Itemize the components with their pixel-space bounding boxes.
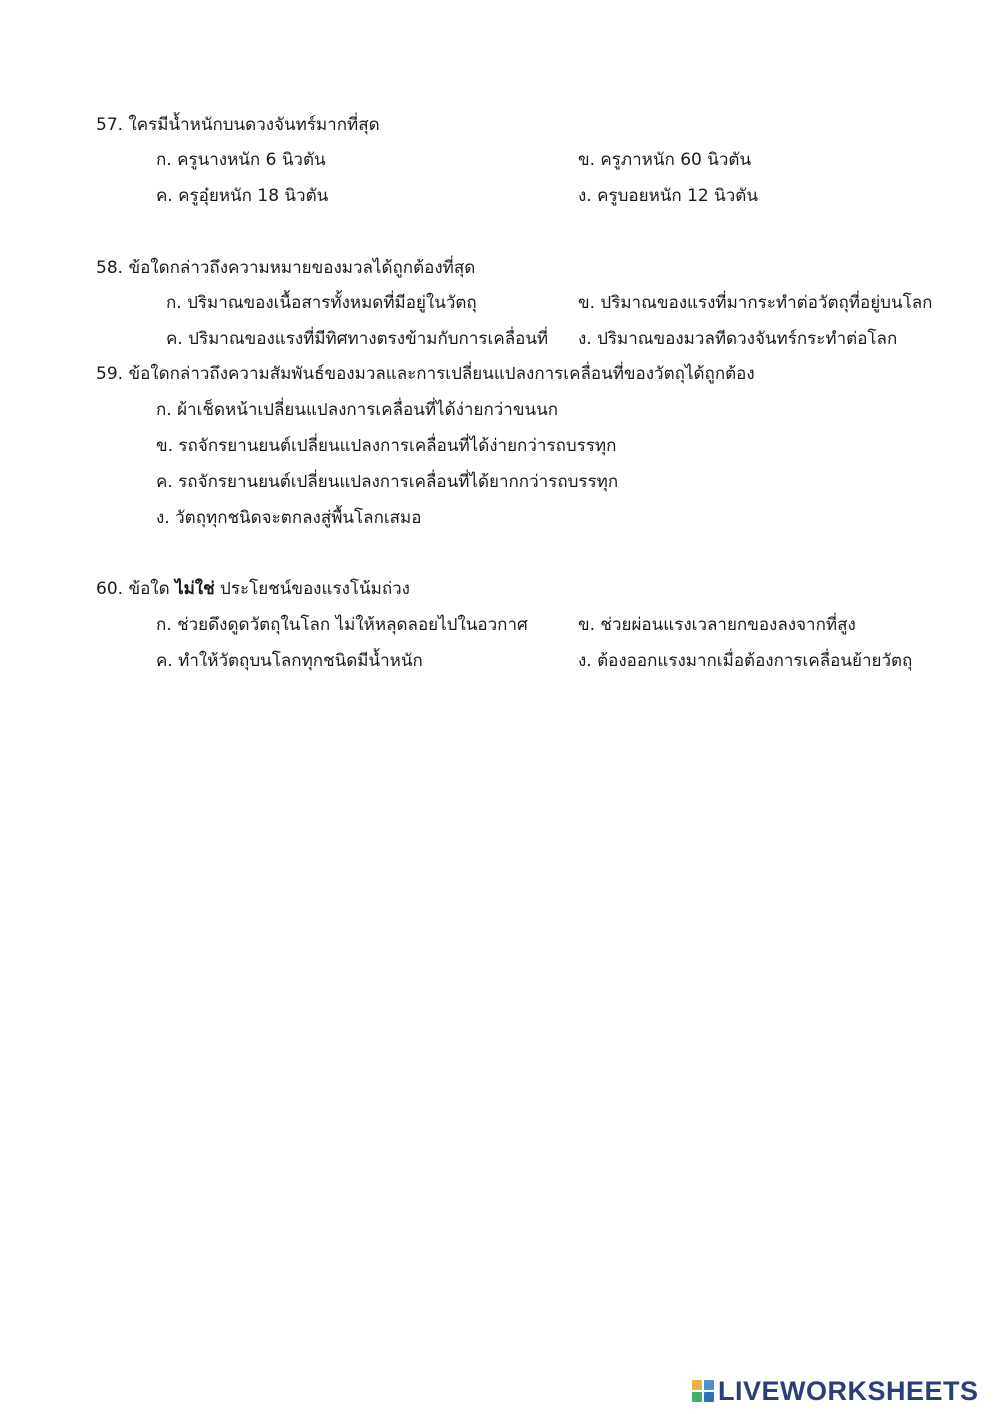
question-emphasis: ไม่ใช่ [175, 579, 215, 599]
option-57-a: ก. ครูนางหนัก 6 นิวตัน [156, 150, 326, 170]
option-59-c: ค. รถจักรยานยนต์เปลี่ยนแปลงการเคลื่อนที่ได้ยากกว่ารถบรรทุก [156, 472, 619, 492]
option-60-c: ค. ทำให้วัตถุบนโลกทุกชนิดมีน้ำหนัก [156, 651, 423, 671]
logo-text: LIVEWORKSHEETS [718, 1375, 979, 1406]
option-57-b: ข. ครูภาหนัก 60 นิวตัน [578, 150, 752, 170]
option-57-d: ง. ครูบอยหนัก 12 นิวตัน [578, 186, 758, 206]
option-58-b: ข. ปริมาณของแรงที่มากระทำต่อวัตถุที่อยู่บนโลก [578, 293, 933, 313]
question-60 [96, 577, 410, 601]
option-60-a: ก. ช่วยดึงดูดวัตถุในโลก ไม่ให้หลุดลอยไปในอวกาศ [156, 615, 528, 635]
question-text-suffix: ประโยชน์ของแรงโน้มถ่วง [220, 579, 410, 599]
liveworksheets-logo [692, 1374, 979, 1408]
logo-square-2 [704, 1380, 714, 1390]
option-60-d: ง. ต้องออกแรงมากเมื่อต้องการเคลื่อนย้ายวัตถุ [578, 651, 913, 671]
question-text: ข้อใดกล่าวถึงความสัมพันธ์ของมวลและการเปลี่ยนแปลงการเคลื่อนที่ของวัตถุได้ถูกต้อง [128, 364, 755, 384]
question-59 [96, 362, 755, 386]
logo-square-4 [704, 1392, 714, 1402]
option-59-b: ข. รถจักรยานยนต์เปลี่ยนแปลงการเคลื่อนที่ได้ง่ายกว่ารถบรรทุก [156, 436, 617, 456]
question-text: ใครมีน้ำหนักบนดวงจันทร์มากที่สุด [128, 115, 380, 135]
question-number: 58. [96, 258, 124, 278]
question-58 [96, 256, 475, 280]
question-number: 57. [96, 115, 124, 135]
logo-square-3 [692, 1392, 702, 1402]
question-text: ข้อใดกล่าวถึงความหมายของมวลได้ถูกต้องที่สุด [128, 258, 476, 278]
option-58-c: ค. ปริมาณของแรงที่มีทิศทางตรงข้ามกับการเคลื่อนที่ [166, 329, 549, 349]
logo-square-1 [692, 1380, 702, 1390]
question-number: 59. [96, 364, 124, 384]
option-60-b: ข. ช่วยผ่อนแรงเวลายกของลงจากที่สูง [578, 615, 856, 635]
question-text: ข้อใด [128, 579, 170, 599]
logo-mark-icon [692, 1380, 714, 1402]
option-58-a: ก. ปริมาณของเนื้อสารทั้งหมดที่มีอยู่ในวัตถุ [166, 293, 477, 313]
option-59-d: ง. วัตถุทุกชนิดจะตกลงสู่พื้นโลกเสมอ [156, 508, 422, 528]
option-58-d: ง. ปริมาณของมวลทีดวงจันทร์กระทำต่อโลก [578, 329, 898, 349]
question-57 [96, 113, 380, 137]
option-59-a: ก. ผ้าเช็ดหน้าเปลี่ยนแปลงการเคลื่อนที่ได้ง่ายกว่าขนนก [156, 400, 558, 420]
option-57-c: ค. ครูอุ๋ยหนัก 18 นิวตัน [156, 186, 329, 206]
question-number: 60. [96, 579, 124, 599]
